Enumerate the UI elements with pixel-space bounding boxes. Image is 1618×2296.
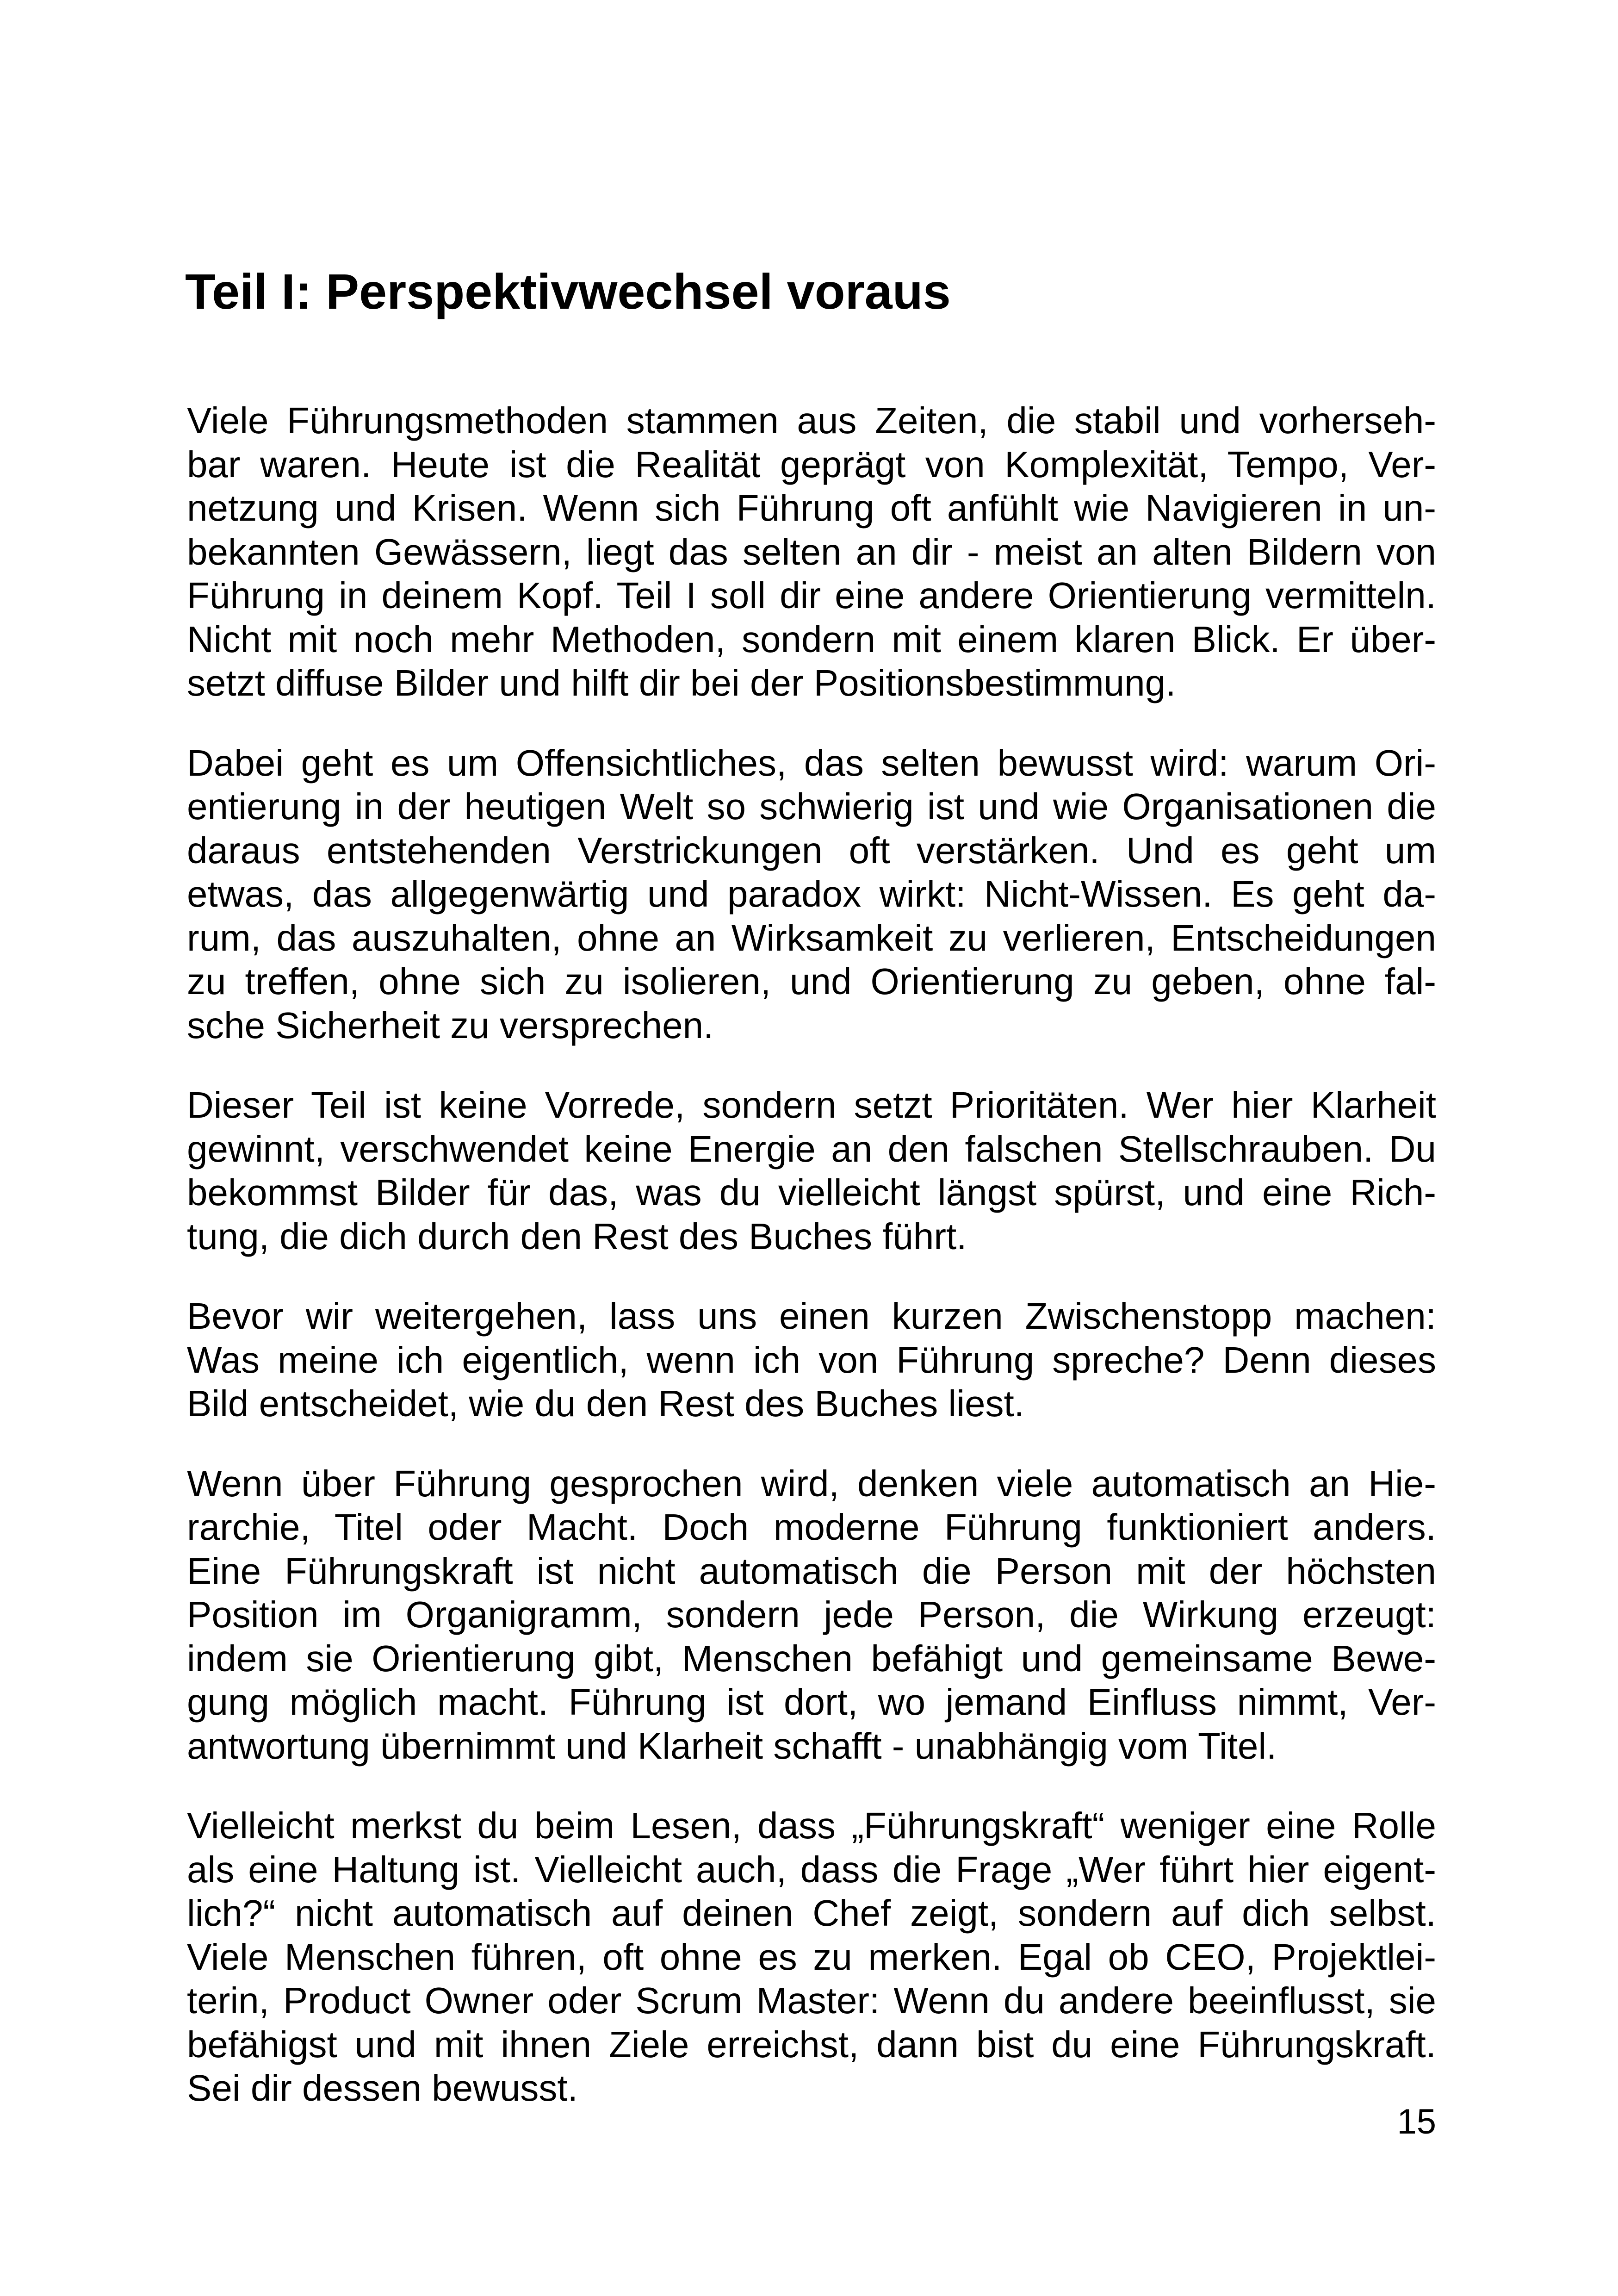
text-line: etwas, das allgegenwärtig und paradox wirkt: Nicht-Wissen. Es geht da- — [187, 873, 1436, 915]
paragraph — [187, 1083, 1436, 1258]
text-line: Wenn über Führung gesprochen wird, denken viele automatisch an Hie- — [187, 1462, 1436, 1504]
text-line: Eine Führungskraft ist nicht automatisch die Person mit der höchsten — [187, 1550, 1436, 1592]
text-line: indem sie Orientierung gibt, Menschen befähigt und gemeinsame Bewe- — [187, 1637, 1436, 1679]
text-line: Nicht mit noch mehr Methoden, sondern mit einem klaren Blick. Er über- — [187, 618, 1436, 660]
text-line: Dieser Teil ist keine Vorrede, sondern setzt Prioritäten. Wer hier Klarheit — [187, 1084, 1436, 1126]
text-line: rarchie, Titel oder Macht. Doch moderne Führung funktioniert anders. — [187, 1506, 1436, 1548]
text-line: Dabei geht es um Offensichtliches, das selten bewusst wird: warum Ori- — [187, 742, 1436, 784]
chapter-heading: Teil I: Perspektivwechsel voraus — [185, 263, 951, 319]
text-line: Bevor wir weitergehen, lass uns einen kurzen Zwischenstopp machen: — [187, 1295, 1436, 1337]
text-line: Vielleicht merkst du beim Lesen, dass „Führungskraft“ weniger eine Rolle — [187, 1805, 1436, 1846]
text-line: tung, die dich durch den Rest des Buches führt. — [187, 1215, 967, 1257]
text-line: sche Sicherheit zu versprechen. — [187, 1004, 714, 1046]
paragraph — [187, 1294, 1436, 1426]
text-line: als eine Haltung ist. Vielleicht auch, dass die Frage „Wer führt hier eigent- — [187, 1848, 1436, 1890]
paragraph — [187, 1462, 1436, 1768]
text-line: Bild entscheidet, wie du den Rest des Buches liest. — [187, 1383, 1024, 1424]
paragraph — [187, 399, 1436, 705]
text-line: Was meine ich eigentlich, wenn ich von Führung spreche? Denn dieses — [187, 1339, 1436, 1381]
text-line: antwortung übernimmt und Klarheit schafft - unabhängig vom Titel. — [187, 1725, 1277, 1767]
text-line: bekommst Bilder für das, was du vielleicht längst spürst, und eine Rich- — [187, 1172, 1436, 1213]
text-line: gung möglich macht. Führung ist dort, wo jemand Einfluss nimmt, Ver- — [187, 1681, 1436, 1723]
text-line: gewinnt, verschwendet keine Energie an den falschen Stellschrauben. Du — [187, 1128, 1436, 1170]
page-number: 15 — [1397, 2102, 1436, 2141]
text-line: lich?“ nicht automatisch auf deinen Chef zeigt, sondern auf dich selbst. — [187, 1892, 1436, 1934]
paragraph — [187, 741, 1436, 1048]
text-line: rum, das auszuhalten, ohne an Wirksamkeit zu verlieren, Entscheidungen — [187, 917, 1436, 958]
text-line: Viele Führungsmethoden stammen aus Zeiten, die stabil und vorherseh- — [187, 400, 1436, 441]
text-line: befähigst und mit ihnen Ziele erreichst, dann bist du eine Führungskraft. — [187, 2023, 1436, 2065]
text-line: daraus entstehenden Verstrickungen oft verstärken. Und es geht um — [187, 829, 1436, 871]
text-line: terin, Product Owner oder Scrum Master: Wenn du andere beeinflusst, sie — [187, 1980, 1436, 2021]
text-line: netzung und Krisen. Wenn sich Führung oft anfühlt wie Navigieren in un- — [187, 487, 1436, 529]
text-line: bekannten Gewässern, liegt das selten an dir - meist an alten Bildern von — [187, 531, 1436, 572]
text-line: zu treffen, ohne sich zu isolieren, und Orientierung zu geben, ohne fal- — [187, 961, 1436, 1002]
text-line: Führung in deinem Kopf. Teil I soll dir eine andere Orientierung vermitteln. — [187, 575, 1436, 616]
text-line: Sei dir dessen bewusst. — [187, 2067, 578, 2109]
paragraph — [187, 1804, 1436, 2110]
body-text — [187, 399, 1436, 2147]
text-line: entierung in der heutigen Welt so schwierig ist und wie Organisationen die — [187, 786, 1436, 827]
text-line: Position im Organigramm, sondern jede Person, die Wirkung erzeugt: — [187, 1594, 1436, 1635]
text-line: Viele Menschen führen, oft ohne es zu merken. Egal ob CEO, Projektlei- — [187, 1936, 1436, 1978]
text-line: bar waren. Heute ist die Realität geprägt von Komplexität, Tempo, Ver- — [187, 443, 1436, 485]
text-line: setzt diffuse Bilder und hilft dir bei der Positionsbestimmung. — [187, 662, 1176, 703]
